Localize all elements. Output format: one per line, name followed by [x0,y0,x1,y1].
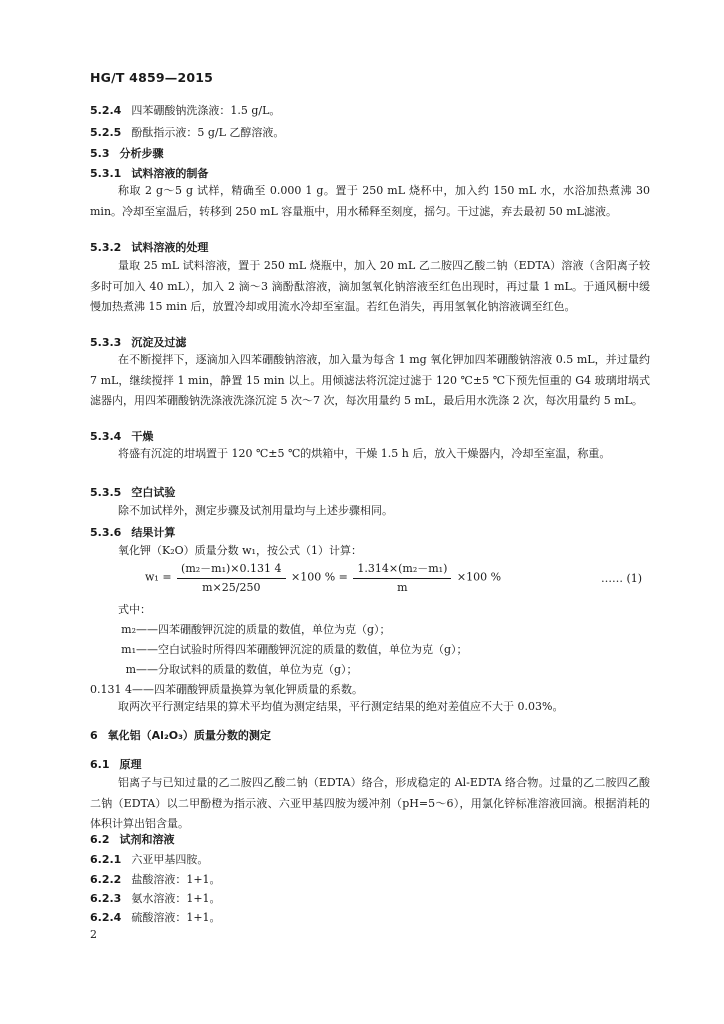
clause-title: 分析步骤 [119,147,164,160]
clause-number: 6.2.4 [90,911,122,924]
para-5-3-1: 称取 2 g～5 g 试样，精确至 0.000 1 g。置于 250 mL 烧杯中，加入约 150 mL 水，水浴加热煮沸 30 min。冷却至室温后，转移到 250 mL 容量瓶中，用水稀释至刻度，摇匀。干过滤，弃去最初 50 mL滤液。 [90,184,650,218]
formula-mid: ×100 % = [291,570,348,584]
formula-numerator-2: 1.314×(m₂－m₁) [353,560,451,579]
heading-5-3-3 [90,336,186,350]
definition-symbol: m₂ [121,623,136,636]
heading-5-3-6 [90,526,175,540]
clause-number: 5.3.2 [90,241,122,254]
para-6-1: 铝离子与已知过量的乙二胺四乙酸二钠（EDTA）络合，形成稳定的 Al-EDTA 络合物。过量的乙二胺四乙酸二钠（EDTA）以二甲酚橙为指示液、六亚甲基四胺为缓冲剂（pH=5～6），用氯化锌标准溶液回滴。根据消耗的体积计算出铝含量。 [90,776,650,830]
item-6-2-4 [90,911,221,925]
formula-intro: 氧化钾（K₂O）质量分数 w₁，按公式（1）计算： [118,544,362,557]
clause-number: 5.2.4 [90,104,122,117]
heading-5-3-5 [90,486,175,500]
definition-m1 [118,643,468,657]
item-6-2-2 [90,873,221,887]
clause-number: 5.3.3 [90,336,122,349]
clause-number: 5.3.1 [90,167,122,180]
clause-title: 原理 [119,758,142,771]
formula-end: ×100 % [456,570,502,584]
heading-5-3 [90,147,164,161]
para-5-3-2: 量取 25 mL 试料溶液，置于 250 mL 烧瓶中，加入 20 mL 乙二胺四乙酸二钠（EDTA）溶液（含阳离子较多时可加入 40 mL），加入 2 滴～3 滴酚酞溶液，滴加氢氧化钠溶液至红色出现时，再过量 1 mL。于通风橱中缓慢加热煮沸 15 min 后，放置冷却或用流水冷却至室温。若红色消失，再用氢氧化钠溶液调至红色。 [90,259,650,313]
clause-number: 6.2.3 [90,892,122,905]
clause-text: 硫酸溶液：1+1。 [131,911,221,924]
clause-title: 沉淀及过滤 [131,336,187,349]
clause-text: 六亚甲基四胺。 [131,853,209,866]
definition-symbol: m [125,663,136,676]
clause-title: 空白试验 [131,486,176,499]
definition-text: ——分取试料的质量的数值，单位为克（g）； [136,663,358,676]
definition-text: ——四苯硼酸钾质量换算为氧化钾质量的系数。 [132,683,363,696]
clause-number: 5.3 [90,147,110,160]
definition-m2 [118,623,391,637]
clause-text: 氨水溶液：1+1。 [131,892,221,905]
clause-title: 试料溶液的制备 [131,167,209,180]
definition-symbol: m₁ [121,643,136,656]
clause-number: 5.3.5 [90,486,122,499]
formula-numerator-1: (m₂－m₁)×0.131 4 [177,560,285,579]
clause-text: 盐酸溶液：1+1。 [131,873,221,886]
clause-title: 试料溶液的处理 [131,241,209,254]
clause-title: 干燥 [131,430,154,443]
definition-symbol: 0.131 4 [90,683,132,696]
clause-number: 6.2.2 [90,873,122,886]
clause-text: 四苯硼酸钠洗涤液：1.5 g/L。 [131,104,281,117]
item-6-2-1 [90,853,208,867]
standard-code-header: HG/T 4859—2015 [90,70,214,85]
clause-title: 结果计算 [131,526,176,539]
formula-1 [145,560,501,594]
item-5-2-4 [90,104,280,118]
item-6-2-3 [90,892,221,906]
equation-number: …… (1) [601,572,643,585]
heading-6-2 [90,833,175,847]
heading-5-3-4 [90,430,153,444]
clause-number: 5.2.5 [90,126,122,139]
clause-number: 6.2.1 [90,853,122,866]
where-label: 式中： [118,603,151,616]
formula-denominator-1: m×25/250 [202,581,261,594]
definition-coefficient [90,683,363,697]
definition-text: ——空白试验时所得四苯硼酸钾沉淀的质量的数值，单位为克（g）； [136,643,468,656]
result-statement: 取两次平行测定结果的算术平均值为测定结果，平行测定结果的绝对差值应不大于 0.03%。 [118,700,564,713]
para-5-3-5: 除不加试样外，测定步骤及试剂用量均与上述步骤相同。 [118,504,393,517]
clause-number: 5.3.6 [90,526,122,539]
page-number: 2 [90,928,97,941]
formula-denominator-2: m [397,581,408,594]
clause-title: 氧化铝（Al₂O₃）质量分数的测定 [107,729,271,742]
formula-lhs: w₁ = [145,570,172,584]
clause-text: 酚酞指示液：5 g/L 乙醇溶液。 [131,126,285,139]
clause-number: 6.2 [90,833,110,846]
heading-6 [90,729,271,743]
para-5-3-3: 在不断搅拌下，逐滴加入四苯硼酸钠溶液，加入量为每含 1 mg 氧化钾加四苯硼酸钠溶液 0.5 mL，并过量约 7 mL，继续搅拌 1 min，静置 15 min 以上。用倾滤法将沉淀过滤于 120 ℃±5 ℃下预先恒重的 G4 玻璃坩埚式滤器内，用四苯硼酸钠洗涤液洗涤沉淀 5 次～7 次，每次用量约 5 mL，最后用水洗涤 2 次，每次用量约 5 mL。 [90,353,650,407]
para-5-3-4: 将盛有沉淀的坩埚置于 120 ℃±5 ℃的烘箱中，干燥 1.5 h 后，放入干燥器内，冷却至室温，称重。 [118,447,611,460]
heading-5-3-2 [90,241,208,255]
definition-text: ——四苯硼酸钾沉淀的质量的数值，单位为克（g）； [136,623,391,636]
clause-number: 5.3.4 [90,430,122,443]
definition-m [118,663,358,677]
formula-fraction-2 [353,560,451,594]
formula-fraction-1 [177,560,285,594]
item-5-2-5 [90,126,284,140]
clause-title: 试剂和溶液 [119,833,175,846]
clause-number: 6 [90,729,98,742]
heading-5-3-1 [90,167,208,181]
heading-6-1 [90,758,142,772]
clause-number: 6.1 [90,758,110,771]
